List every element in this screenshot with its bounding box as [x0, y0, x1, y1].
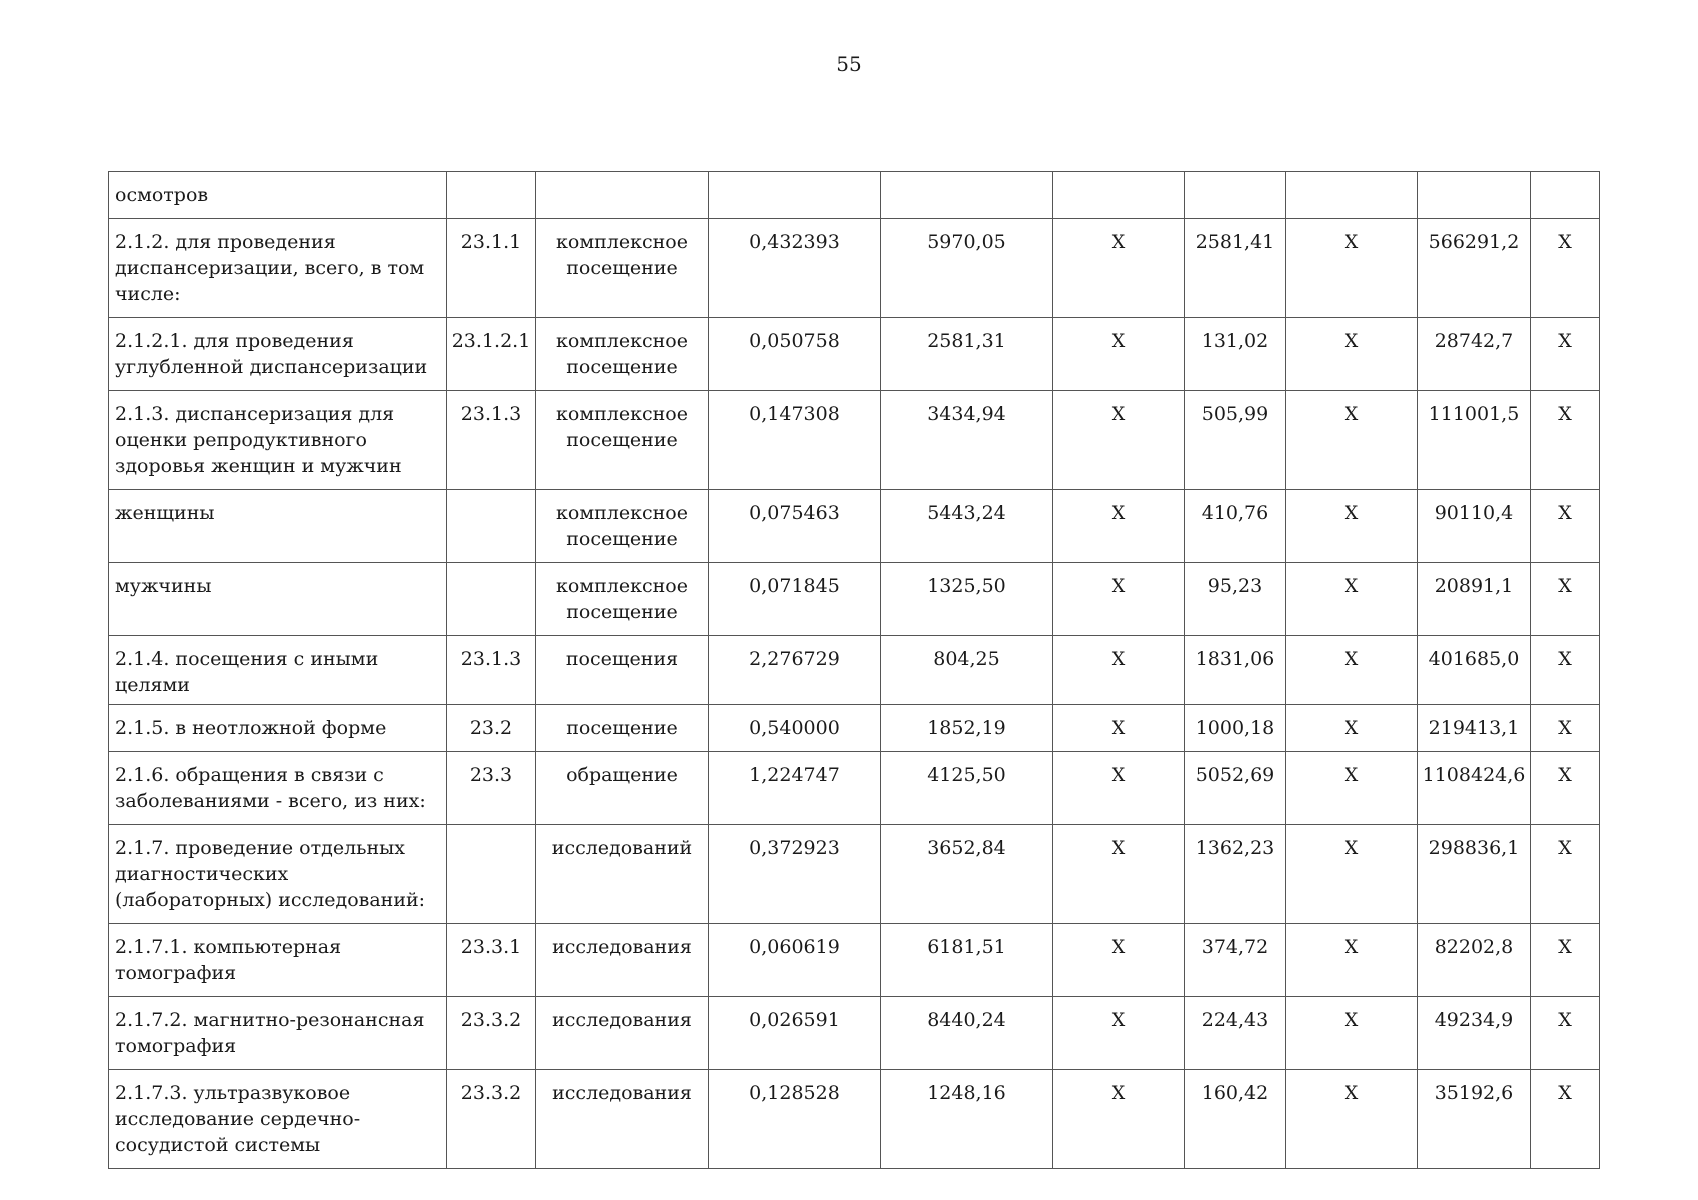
row-code: 23.2 [447, 705, 536, 752]
row-code: 23.3 [447, 752, 536, 825]
row-x1: X [1053, 1070, 1185, 1169]
row-x3: X [1531, 705, 1600, 752]
row-cost: 1325,50 [881, 563, 1053, 636]
row-total: 90110,4 [1418, 490, 1531, 563]
row-v1: 1831,06 [1185, 636, 1286, 705]
row-code [447, 563, 536, 636]
row-code [447, 825, 536, 924]
row-total: 1108424,6 [1418, 752, 1531, 825]
row-norm: 0,026591 [709, 997, 881, 1070]
row-code: 23.1.1 [447, 219, 536, 318]
row-x3: X [1531, 825, 1600, 924]
row-total: 566291,2 [1418, 219, 1531, 318]
table-row [109, 705, 1600, 752]
row-norm: 1,224747 [709, 752, 881, 825]
row-norm: 0,372923 [709, 825, 881, 924]
table-row [109, 219, 1600, 318]
table-row [109, 636, 1600, 705]
row-v1: 374,72 [1185, 924, 1286, 997]
row-x1: X [1053, 636, 1185, 705]
row-x1: X [1053, 563, 1185, 636]
row-name: 2.1.7.3. ультразвуковое исследование сердечно-сосудистой системы [109, 1070, 447, 1169]
row-unit [536, 172, 709, 219]
row-x2: X [1286, 1070, 1418, 1169]
table-row [109, 997, 1600, 1070]
row-x2: X [1286, 636, 1418, 705]
row-x3: X [1531, 219, 1600, 318]
row-v1: 5052,69 [1185, 752, 1286, 825]
row-v1: 131,02 [1185, 318, 1286, 391]
row-x2: X [1286, 563, 1418, 636]
page-number: 55 [836, 52, 862, 76]
row-code: 23.1.3 [447, 636, 536, 705]
row-name: 2.1.2.1. для проведения углубленной диспансеризации [109, 318, 447, 391]
row-name: 2.1.7. проведение отдельных диагностических (лабораторных) исследований: [109, 825, 447, 924]
row-cost: 1248,16 [881, 1070, 1053, 1169]
row-name: 2.1.4. посещения с иными целями [109, 636, 447, 705]
row-total [1418, 172, 1531, 219]
row-x2: X [1286, 825, 1418, 924]
row-x2: X [1286, 490, 1418, 563]
row-v1: 160,42 [1185, 1070, 1286, 1169]
row-code: 23.3.1 [447, 924, 536, 997]
row-code: 23.1.2.1 [447, 318, 536, 391]
row-unit: комплексное посещение [536, 490, 709, 563]
row-unit: комплексное посещение [536, 391, 709, 490]
row-norm: 0,147308 [709, 391, 881, 490]
row-norm: 2,276729 [709, 636, 881, 705]
row-total: 28742,7 [1418, 318, 1531, 391]
row-code: 23.3.2 [447, 1070, 536, 1169]
table-row [109, 924, 1600, 997]
row-v1: 410,76 [1185, 490, 1286, 563]
row-v1: 2581,41 [1185, 219, 1286, 318]
row-norm [709, 172, 881, 219]
row-name: 2.1.5. в неотложной форме [109, 705, 447, 752]
row-unit: исследования [536, 997, 709, 1070]
table-row [109, 391, 1600, 490]
row-cost: 3652,84 [881, 825, 1053, 924]
row-total: 20891,1 [1418, 563, 1531, 636]
row-x2: X [1286, 997, 1418, 1070]
row-cost: 5970,05 [881, 219, 1053, 318]
row-unit: исследований [536, 825, 709, 924]
row-cost: 6181,51 [881, 924, 1053, 997]
row-name: женщины [109, 490, 447, 563]
row-cost: 804,25 [881, 636, 1053, 705]
row-x1: X [1053, 752, 1185, 825]
table-row [109, 490, 1600, 563]
row-x1 [1053, 172, 1185, 219]
row-norm: 0,540000 [709, 705, 881, 752]
row-x3: X [1531, 563, 1600, 636]
row-norm: 0,050758 [709, 318, 881, 391]
row-x3 [1531, 172, 1600, 219]
row-unit: посещение [536, 705, 709, 752]
row-unit: исследования [536, 1070, 709, 1169]
row-v1: 1362,23 [1185, 825, 1286, 924]
row-x1: X [1053, 490, 1185, 563]
row-unit: исследования [536, 924, 709, 997]
row-x2: X [1286, 219, 1418, 318]
row-total: 401685,0 [1418, 636, 1531, 705]
row-norm: 0,432393 [709, 219, 881, 318]
table-row [109, 825, 1600, 924]
row-norm: 0,128528 [709, 1070, 881, 1169]
row-total: 111001,5 [1418, 391, 1531, 490]
row-x3: X [1531, 318, 1600, 391]
row-x2 [1286, 172, 1418, 219]
row-v1 [1185, 172, 1286, 219]
row-code [447, 490, 536, 563]
row-x3: X [1531, 924, 1600, 997]
row-name: мужчины [109, 563, 447, 636]
row-cost: 3434,94 [881, 391, 1053, 490]
row-unit: комплексное посещение [536, 219, 709, 318]
row-v1: 224,43 [1185, 997, 1286, 1070]
row-x2: X [1286, 705, 1418, 752]
row-name: 2.1.3. диспансеризация для оценки репродуктивного здоровья женщин и мужчин [109, 391, 447, 490]
table-row [109, 752, 1600, 825]
table-row [109, 1070, 1600, 1169]
row-x1: X [1053, 318, 1185, 391]
row-x1: X [1053, 705, 1185, 752]
row-code: 23.1.3 [447, 391, 536, 490]
row-x1: X [1053, 825, 1185, 924]
row-total: 298836,1 [1418, 825, 1531, 924]
row-v1: 95,23 [1185, 563, 1286, 636]
row-total: 219413,1 [1418, 705, 1531, 752]
row-x3: X [1531, 1070, 1600, 1169]
table-row [109, 563, 1600, 636]
row-norm: 0,075463 [709, 490, 881, 563]
row-cost: 1852,19 [881, 705, 1053, 752]
row-norm: 0,071845 [709, 563, 881, 636]
row-x3: X [1531, 997, 1600, 1070]
row-x3: X [1531, 391, 1600, 490]
row-unit: комплексное посещение [536, 563, 709, 636]
row-total: 35192,6 [1418, 1070, 1531, 1169]
row-total: 49234,9 [1418, 997, 1531, 1070]
row-cost: 2581,31 [881, 318, 1053, 391]
row-v1: 1000,18 [1185, 705, 1286, 752]
row-cost [881, 172, 1053, 219]
row-name: 2.1.7.1. компьютерная томография [109, 924, 447, 997]
row-cost: 4125,50 [881, 752, 1053, 825]
row-x1: X [1053, 391, 1185, 490]
row-x3: X [1531, 752, 1600, 825]
row-norm: 0,060619 [709, 924, 881, 997]
row-x1: X [1053, 997, 1185, 1070]
row-x2: X [1286, 924, 1418, 997]
table-row [109, 172, 1600, 219]
row-unit: посещения [536, 636, 709, 705]
row-x3: X [1531, 490, 1600, 563]
row-code: 23.3.2 [447, 997, 536, 1070]
row-total: 82202,8 [1418, 924, 1531, 997]
row-name: 2.1.2. для проведения диспансеризации, всего, в том числе: [109, 219, 447, 318]
row-name: осмотров [109, 172, 447, 219]
data-table [108, 171, 1600, 1169]
row-x2: X [1286, 752, 1418, 825]
row-cost: 8440,24 [881, 997, 1053, 1070]
row-code [447, 172, 536, 219]
row-x1: X [1053, 924, 1185, 997]
row-name: 2.1.6. обращения в связи с заболеваниями - всего, из них: [109, 752, 447, 825]
row-unit: обращение [536, 752, 709, 825]
row-v1: 505,99 [1185, 391, 1286, 490]
row-x3: X [1531, 636, 1600, 705]
row-name: 2.1.7.2. магнитно-резонансная томография [109, 997, 447, 1070]
row-x2: X [1286, 318, 1418, 391]
row-unit: комплексное посещение [536, 318, 709, 391]
row-cost: 5443,24 [881, 490, 1053, 563]
table-row [109, 318, 1600, 391]
row-x1: X [1053, 219, 1185, 318]
row-x2: X [1286, 391, 1418, 490]
